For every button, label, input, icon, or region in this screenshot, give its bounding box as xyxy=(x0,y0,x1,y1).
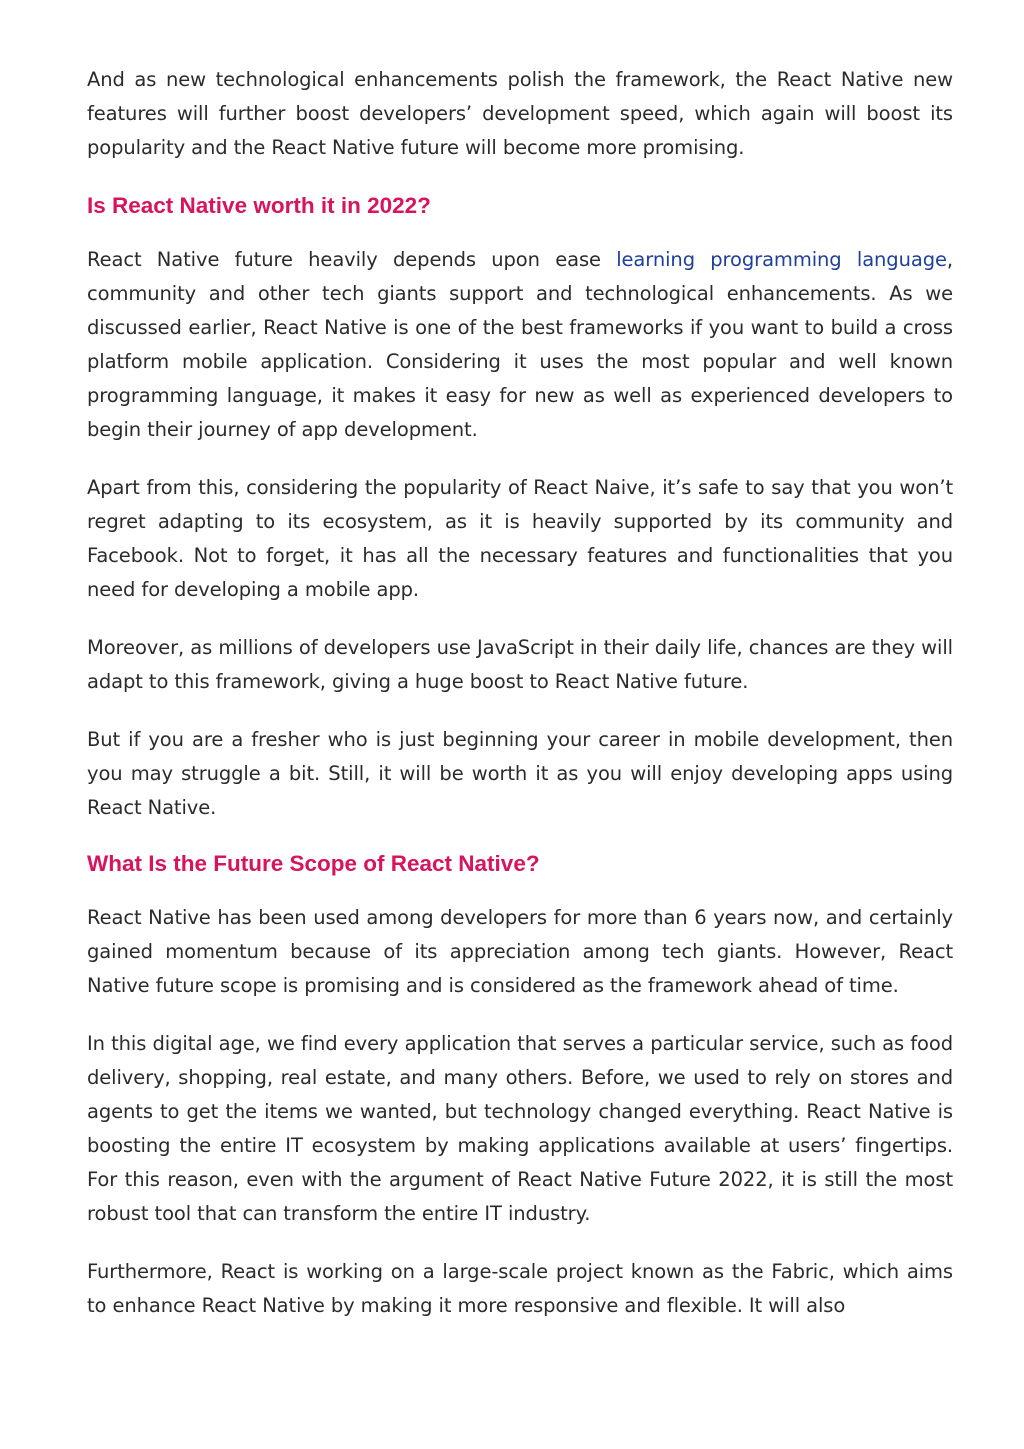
paragraph-apart-from-this: Apart from this, considering the popularity of React Naive, it’s safe to say that you won’t regret adapting to its ecosystem, as it is heavily supported by its community and Facebook. Not to forget, it has all the necessary features and functionalities that you need for developing a mobile app. xyxy=(87,476,953,601)
section-heading-worth-it: Is React Native worth it in 2022? xyxy=(87,193,431,218)
paragraph-fabric: Furthermore, React is working on a large-scale project known as the Fabric, which aims to enhance React Native by making it more responsive and flexible. It will also xyxy=(87,1260,953,1317)
paragraph-digital-age: In this digital age, we find every application that serves a particular service, such as food delivery, shopping, real estate, and many others. Before, we used to rely on stores and agents to get the items we wanted, but technology changed everything. React Native is boosting the entire IT ecosystem by making applications available at users’ fingertips. For this reason, even with the argument of React Native Future 2022, it is still the most robust tool that can transform the entire IT industry. xyxy=(87,1032,953,1225)
paragraph-future-depends xyxy=(87,243,953,447)
learning-programming-language-link[interactable]: learning programming language xyxy=(616,248,947,271)
paragraph-text: React Native future heavily depends upon ease xyxy=(87,248,617,271)
article-page xyxy=(87,63,953,1347)
paragraph-text: , community and other tech giants support and technological enhancements. As we discussed earlier, React Native is one of the best frameworks if you want to build a cross platform mobile application. Considering it uses the most popular and well known programming language, it makes it easy for new as well as experienced developers to begin their journey of app development. xyxy=(87,248,953,441)
paragraph-used-among-developers: React Native has been used among developers for more than 6 years now, and certainly gained momentum because of its appreciation among tech giants. However, React Native future scope is promising and is considered as the framework ahead of time. xyxy=(87,906,953,997)
intro-paragraph: And as new technological enhancements polish the framework, the React Native new features will further boost developers’ development speed, which again will boost its popularity and the React Native future will become more promising. xyxy=(87,68,953,159)
paragraph-fresher: But if you are a fresher who is just beginning your career in mobile development, then you may struggle a bit. Still, it will be worth it as you will enjoy developing apps using React Native. xyxy=(87,728,953,819)
paragraph-moreover: Moreover, as millions of developers use JavaScript in their daily life, chances are they will adapt to this framework, giving a huge boost to React Native future. xyxy=(87,636,953,693)
section-heading-future-scope: What Is the Future Scope of React Native? xyxy=(87,851,540,876)
